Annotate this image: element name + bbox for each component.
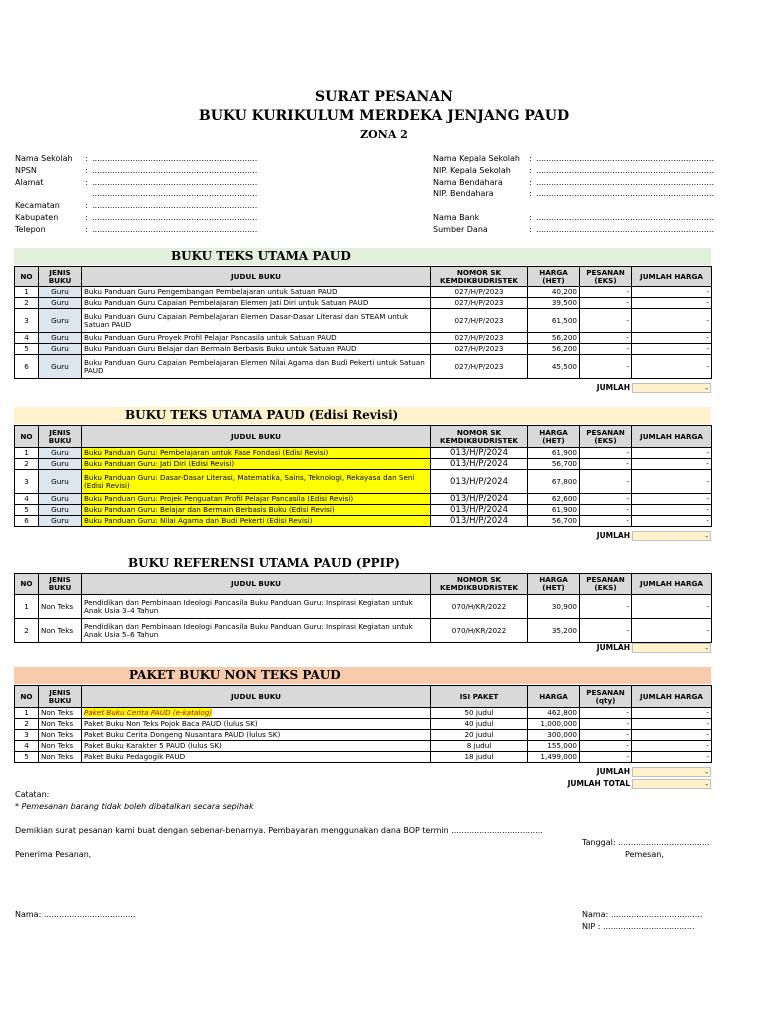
table-header-row [15,574,712,595]
form-value-field[interactable]: ................................................................. [92,201,258,211]
cell-jenis: Guru [39,309,82,333]
cell-harga: 462,800 [528,708,580,719]
table-row [15,719,712,730]
cell-jenis: Non Teks [39,708,82,719]
cell-jumlah: - [632,730,712,741]
form-row [15,177,257,189]
cell-jenis: Guru [39,459,82,470]
cell-jumlah: - [632,752,712,763]
cell-isi-paket: 50 judul [431,708,528,719]
form-label: Nama Bendahara [433,177,503,187]
cell-jumlah: - [632,741,712,752]
cell-pesanan[interactable]: - [580,595,632,619]
form-value-field[interactable]: ...................................................................... [536,212,715,222]
cell-jumlah: - [632,309,712,333]
cell-pesanan[interactable]: - [580,619,632,643]
table-row [15,309,712,333]
section1-total-value: - [632,383,711,393]
cell-pesanan[interactable]: - [580,333,632,344]
cell-sk: 013/H/P/2024 [431,516,528,527]
cell-no: 1 [15,448,39,459]
cell-isi-paket: 40 judul [431,719,528,730]
table-row [15,494,712,505]
cell-harga: 56,700 [528,516,580,527]
cell-pesanan[interactable]: - [580,708,632,719]
table-header-row [15,426,712,448]
table-row [15,344,712,355]
cell-harga: 1,499,000 [528,752,580,763]
cell-jenis: Non Teks [39,752,82,763]
cell-isi-paket: 18 judul [431,752,528,763]
table-row [15,298,712,309]
cell-harga: 62,600 [528,494,580,505]
col-pesanan: PESANAN (EKS) [580,426,632,448]
col-jumlah: JUMLAH HARGA [632,426,712,448]
doc-zone: ZONA 2 [360,128,408,141]
section3-title: BUKU REFERENSI UTAMA PAUD (PPIP) [128,556,400,570]
cell-pesanan[interactable]: - [580,505,632,516]
cell-jumlah: - [632,505,712,516]
cell-sk: 013/H/P/2024 [431,459,528,470]
section2-table [14,425,712,527]
section4-title: PAKET BUKU NON TEKS PAUD [129,668,341,682]
form-label: Sumber Dana [433,224,488,234]
cell-judul: Buku Panduan Guru Belajar dan Bermain Berbasis Buku untuk Satuan PAUD [82,344,431,355]
form-right [433,153,714,236]
cell-no: 2 [15,719,39,730]
cell-judul [82,708,431,719]
cell-judul: Buku Panduan Guru Proyek Profil Pelajar Pancasila untuk Satuan PAUD [82,333,431,344]
form-value-field[interactable]: ...................................................................... [536,177,715,187]
cell-no: 4 [15,494,39,505]
cell-no: 5 [15,505,39,516]
form-colon: : [529,165,532,175]
cell-jenis: Non Teks [39,719,82,730]
table-row [15,708,712,719]
cell-pesanan[interactable]: - [580,730,632,741]
form-row [433,224,714,236]
cell-no: 4 [15,741,39,752]
cell-pesanan[interactable]: - [580,741,632,752]
cell-jumlah: - [632,619,712,643]
cell-no: 2 [15,298,39,309]
form-value-field[interactable]: ...................................................................... [536,165,715,175]
cell-judul: Paket Buku Non Teks Pojok Baca PAUD (lulus SK) [82,719,431,730]
form-row [15,153,257,165]
cell-judul: Buku Panduan Guru Capaian Pembelajaran Elemen Nilai Agama dan Budi Pekerti untuk Satuan PAUD [82,355,431,379]
cell-sk: 013/H/P/2024 [431,470,528,494]
cell-harga: 30,900 [528,595,580,619]
table-header-row [15,686,712,708]
col-jumlah: JUMLAH HARGA [632,686,712,708]
form-colon [529,200,536,212]
form-row [433,153,714,165]
section3-total-label: JUMLAH [596,643,630,652]
form-colon: : [85,154,88,163]
table-row [15,448,712,459]
section4-total-value: - [632,767,711,777]
section2-total-value: - [632,531,711,541]
cell-pesanan[interactable]: - [580,448,632,459]
doc-title: SURAT PESANAN [315,89,453,105]
cell-jenis: Guru [39,516,82,527]
cell-jumlah: - [632,298,712,309]
cell-jenis: Guru [39,448,82,459]
cell-jenis: Non Teks [39,595,82,619]
form-label: Nama Sekolah [15,154,73,163]
col-jenis: JENIS BUKU [39,267,82,287]
table-row [15,333,712,344]
cell-judul: Pendidikan dan Pembinaan Ideologi Pancasila Buku Panduan Guru: Inspirasi Kegiatan untuk Anak Usia 3–4 Tahun [82,595,431,619]
section2-title: BUKU TEKS UTAMA PAUD (Edisi Revisi) [125,408,399,422]
form-label [433,200,529,212]
pemesan-label: Pemesan, [625,850,664,859]
cell-jenis: Guru [39,298,82,309]
table-row [15,595,712,619]
cell-judul: Buku Panduan Guru Capaian Pembelajaran Elemen Dasar-Dasar Literasi dan STEAM untuk Satuan PAUD [82,309,431,333]
cell-jumlah: - [632,355,712,379]
cell-no: 2 [15,459,39,470]
cell-jenis: Non Teks [39,619,82,643]
form-label: NIP. Bendahara [433,189,494,199]
col-jumlah: JUMLAH HARGA [632,267,712,287]
form-label: Nama Bank [433,212,480,222]
cell-harga: 155,000 [528,741,580,752]
section4-table [14,685,712,763]
col-judul: JUDUL BUKU [82,686,431,708]
cell-jenis: Non Teks [39,730,82,741]
cell-jenis: Guru [39,505,82,516]
cell-jenis: Guru [39,494,82,505]
cell-harga: 61,500 [528,309,580,333]
form-colon: : [529,189,532,199]
cell-judul: Buku Panduan Guru: Belajar dan Bermain Berbasis Buku (Edisi Revisi) [82,505,431,516]
penerima-label: Penerima Pesanan, [15,850,92,859]
cell-harga: 61,900 [528,505,580,516]
cell-harga: 39,500 [528,298,580,309]
cell-harga: 45,500 [528,355,580,379]
cell-no: 5 [15,752,39,763]
cell-harga: 56,200 [528,344,580,355]
col-isi-paket: ISI PAKET [431,686,528,708]
cell-pesanan[interactable]: - [580,459,632,470]
cell-jenis: Non Teks [39,741,82,752]
form-row [15,224,257,236]
cell-judul: Buku Panduan Guru Capaian Pembelajaran Elemen Jati Diri untuk Satuan PAUD [82,298,431,309]
cell-judul: Paket Buku Karakter 5 PAUD (lulus SK) [82,741,431,752]
nip-right-field[interactable]: NIP : .................................... [582,922,695,931]
nama-left-field[interactable]: Nama: .................................... [15,910,136,919]
form-colon: : [529,212,532,222]
form-label: Alamat [15,177,44,187]
notes-label: Catatan: [15,790,50,799]
grand-total-label: JUMLAH TOTAL [567,779,630,788]
form-value-field[interactable]: ................................................................. [92,177,258,187]
cell-judul: Paket Buku Pedagogik PAUD [82,752,431,763]
form-colon: : [529,177,532,187]
cell-harga: 61,900 [528,448,580,459]
note-cancel: * Pemesanan barang tidak boleh dibatalkan secara sepihak [15,802,254,811]
cell-jumlah: - [632,333,712,344]
col-harga: HARGA (HET) [528,426,580,448]
cell-isi-paket: 20 judul [431,730,528,741]
cell-harga: 300,000 [528,730,580,741]
cell-sk: 013/H/P/2024 [431,448,528,459]
cell-pesanan[interactable]: - [580,470,632,494]
form-left [15,153,257,236]
cell-no: 3 [15,470,39,494]
ekatalog-highlight: Paket Buku Cerita PAUD (e-katalog) [84,708,213,717]
cell-harga: 40,200 [528,287,580,298]
section2-bar [14,407,711,424]
form-colon: : [85,212,88,222]
col-judul: JUDUL BUKU [82,574,431,595]
section1-bar [14,248,711,265]
cell-no: 3 [15,309,39,333]
col-pesanan: PESANAN (qty) [580,686,632,708]
cell-pesanan[interactable]: - [580,719,632,730]
cell-jumlah: - [632,287,712,298]
cell-no: 1 [15,287,39,298]
cell-judul: Buku Panduan Guru: Dasar-Dasar Literasi, Matematika, Sains, Teknologi, Rekayasa dan Seni (Edisi Revisi) [82,470,431,494]
cell-no: 5 [15,344,39,355]
cell-no: 6 [15,516,39,527]
cell-no: 2 [15,619,39,643]
section1-total-label: JUMLAH [596,383,630,392]
cell-jumlah: - [632,448,712,459]
cell-pesanan[interactable]: - [580,344,632,355]
form-colon: : [529,154,532,163]
col-harga: HARGA (HET) [528,574,580,595]
cell-jumlah: - [632,459,712,470]
cell-jenis: Guru [39,470,82,494]
cell-jenis: Guru [39,344,82,355]
cell-pesanan[interactable]: - [580,287,632,298]
cell-no: 1 [15,595,39,619]
col-sk: NOMOR SK KEMDIKBUDRISTEK [431,267,528,287]
cell-sk: 027/H/P/2023 [431,287,528,298]
col-judul: JUDUL BUKU [82,426,431,448]
table-row [15,355,712,379]
doc-subtitle: BUKU KURIKULUM MERDEKA JENJANG PAUD [198,108,570,124]
cell-no: 3 [15,730,39,741]
form-colon: : [529,224,532,234]
form-label: NIP. Kepala Sekolah [433,165,511,175]
cell-jumlah: - [632,708,712,719]
section4-total-label: JUMLAH [596,767,630,776]
cell-pesanan[interactable]: - [580,516,632,527]
form-value-field[interactable]: ...................................................................... [536,224,715,234]
form-colon: : [85,224,88,234]
cell-isi-paket: 8 judul [431,741,528,752]
table-row [15,516,712,527]
table-row [15,459,712,470]
form-value-field[interactable]: ................................................................. [92,224,258,234]
nama-right-field[interactable]: Nama: .................................... [582,910,703,919]
cell-sk: 027/H/P/2023 [431,344,528,355]
form-value-field[interactable]: ................................................................. [92,165,258,175]
section3-bar [14,555,711,572]
col-jenis: JENIS BUKU [39,574,82,595]
col-harga: HARGA (HET) [528,267,580,287]
form-row [433,188,714,200]
table-row [15,752,712,763]
table-row [15,741,712,752]
cell-judul: Buku Panduan Guru: Nilai Agama dan Budi Pekerti (Edisi Revisi) [82,516,431,527]
cell-judul: Buku Panduan Guru: Pembelajaran untuk Fase Fondasi (Edisi Revisi) [82,448,431,459]
col-no: NO [15,426,39,448]
form-value-field[interactable]: ................................................................. [92,189,258,199]
tanggal-field[interactable]: Tanggal: .................................... [582,838,710,847]
col-harga: HARGA [528,686,580,708]
cell-judul: Buku Panduan Guru: Projek Penguatan Profil Pelajar Pancasila (Edisi Revisi) [82,494,431,505]
table-row [15,470,712,494]
form-row [15,165,257,177]
cell-jumlah: - [632,344,712,355]
table-row [15,730,712,741]
col-pesanan: PESANAN (EKS) [580,574,632,595]
cell-no: 4 [15,333,39,344]
col-sk: NOMOR SK KEMDIKBUDRISTEK [431,574,528,595]
cell-pesanan[interactable]: - [580,309,632,333]
cell-jenis: Guru [39,333,82,344]
cell-harga: 56,200 [528,333,580,344]
cell-sk: 013/H/P/2024 [431,505,528,516]
cell-harga: 35,200 [528,619,580,643]
col-judul: JUDUL BUKU [82,267,431,287]
col-sk: NOMOR SK KEMDIKBUDRISTEK [431,426,528,448]
cell-jenis: Guru [39,287,82,298]
form-label: NPSN [15,165,37,175]
section3-total-value: - [632,643,711,653]
cell-sk: 070/H/KR/2022 [431,595,528,619]
cell-judul: Buku Panduan Guru Pengembangan Pembelajaran untuk Satuan PAUD [82,287,431,298]
form-row [15,188,257,200]
cell-no: 6 [15,355,39,379]
cell-sk: 027/H/P/2023 [431,355,528,379]
form-colon: : [85,177,88,187]
cell-jenis: Guru [39,355,82,379]
cell-jumlah: - [632,516,712,527]
form-row [433,212,714,224]
table-row [15,619,712,643]
cell-harga: 67,800 [528,470,580,494]
statement-text: Demikian surat pesanan kami buat dengan sebenar-benarnya. Pembayaran menggunakan dana BOP termin .................................... [15,826,543,835]
cell-judul: Pendidikan dan Pembinaan Ideologi Pancasila Buku Panduan Guru: Inspirasi Kegiatan untuk Anak Usia 5–6 Tahun [82,619,431,643]
cell-harga: 56,700 [528,459,580,470]
form-value-field[interactable]: ...................................................................... [536,154,715,163]
col-no: NO [15,686,39,708]
col-jenis: JENIS BUKU [39,686,82,708]
form-row [15,212,257,224]
col-jenis: JENIS BUKU [39,426,82,448]
col-pesanan: PESANAN (EKS) [580,267,632,287]
cell-jumlah: - [632,470,712,494]
section1-title: BUKU TEKS UTAMA PAUD [171,249,351,263]
cell-sk: 027/H/P/2023 [431,298,528,309]
form-label: Kecamatan [15,201,60,211]
form-row [433,200,714,212]
section3-table [14,573,712,643]
form-colon: : [85,201,88,211]
cell-sk: 027/H/P/2023 [431,309,528,333]
form-value-field[interactable]: ................................................................. [92,212,258,222]
col-jumlah: JUMLAH HARGA [632,574,712,595]
section2-total-label: JUMLAH [596,531,630,540]
cell-harga: 1,000,000 [528,719,580,730]
cell-judul: Buku Panduan Guru: Jati Diri (Edisi Revisi) [82,459,431,470]
form-label: Kabupaten [15,212,59,222]
cell-jumlah: - [632,719,712,730]
cell-jumlah: - [632,595,712,619]
form-value-field[interactable]: ................................................................. [92,154,258,163]
table-row [15,287,712,298]
col-no: NO [15,574,39,595]
form-label: Nama Kepala Sekolah [433,154,520,163]
form-label: Telepon [15,224,46,234]
cell-sk: 027/H/P/2023 [431,333,528,344]
form-value-field[interactable]: ...................................................................... [536,189,715,199]
col-no: NO [15,267,39,287]
section1-table [14,266,712,379]
section4-bar [14,667,711,684]
cell-pesanan[interactable]: - [580,355,632,379]
cell-pesanan[interactable]: - [580,494,632,505]
form-row [15,200,257,212]
cell-pesanan[interactable]: - [580,752,632,763]
cell-no: 1 [15,708,39,719]
cell-pesanan[interactable]: - [580,298,632,309]
form-row [433,165,714,177]
form-row [433,177,714,189]
grand-total-value: - [632,779,711,789]
table-row [15,505,712,516]
form-colon [85,188,92,200]
cell-sk: 070/H/KR/2022 [431,619,528,643]
form-colon: : [85,165,88,175]
cell-sk: 013/H/P/2024 [431,494,528,505]
cell-jumlah: - [632,494,712,505]
form-label [15,188,85,200]
table-header-row [15,267,712,287]
cell-judul: Paket Buku Cerita Dongeng Nusantara PAUD (lulus SK) [82,730,431,741]
